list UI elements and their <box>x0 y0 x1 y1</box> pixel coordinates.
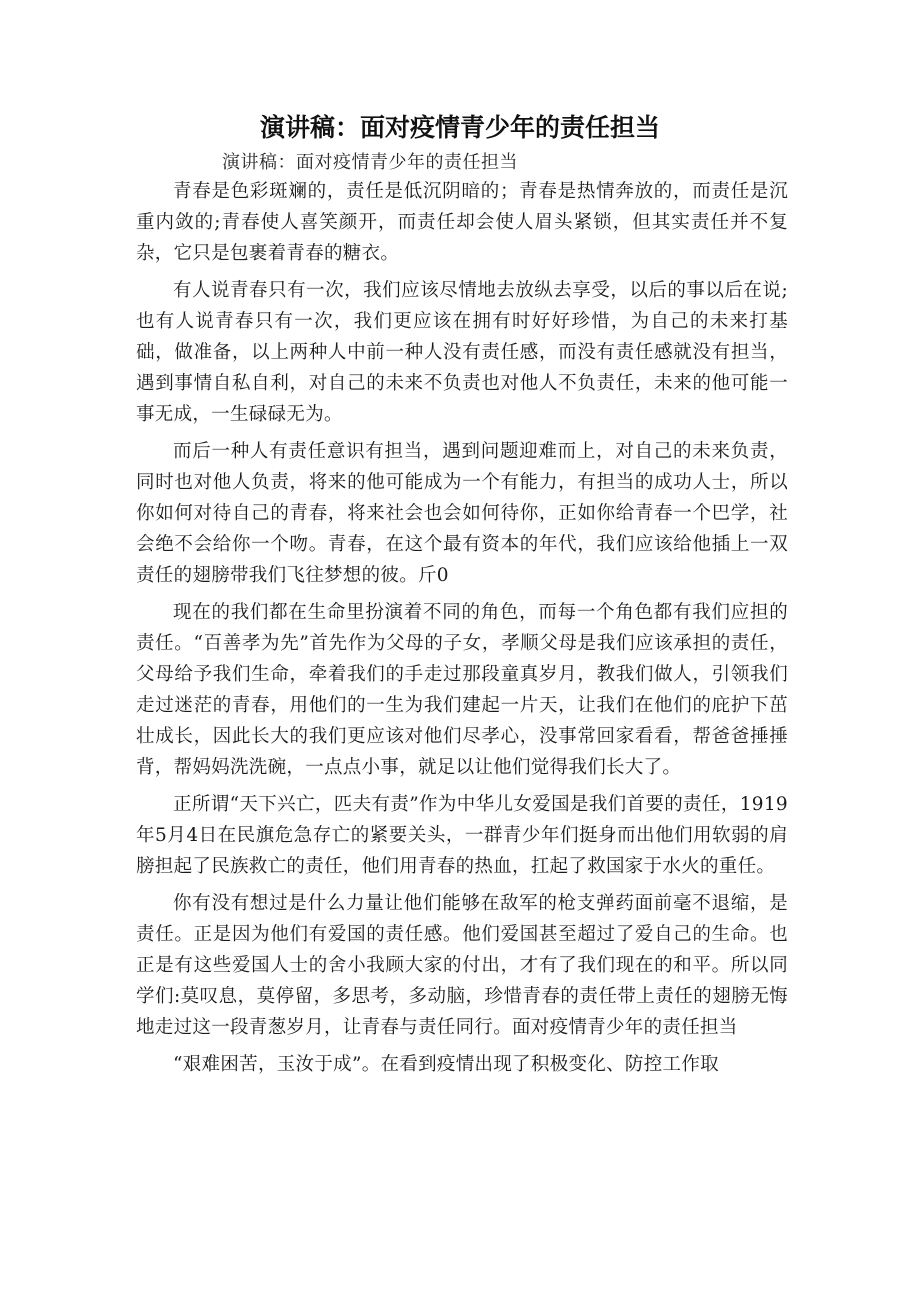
document-title: 演讲稿：面对疫情青少年的责任担当 <box>259 113 660 142</box>
document-subtitle: 演讲稿：面对疫情青少年的责任担当 <box>222 152 518 173</box>
paragraph-6: 你有没有想过是什么力量让他们能够在敌军的枪支弹药面前毫不退缩，是责任。正是因为他们有爱国的责任感。他们爱国甚至超过了爱自己的生命。也正是有这些爱国人士的舍小我顾大家的付出，才有了我们现在的和平。所以同学们:莫叹息，莫停留，多思考，多动脑，珍惜青春的责任带上责任的翅膀无悔地走过这一段青葱岁月，让青春与责任同行。面对疫情青少年的责任担当 <box>136 893 788 1038</box>
paragraph-5: 正所谓“天下兴亡，匹夫有责”作为中华儿女爱国是我们首要的责任，1919年5月4日在民旗危急存亡的紧要关头，一群青少年们挺身而出他们用软弱的肩膀担起了民族救亡的责任，他们用青春的热血，扛起了救国家于水火的重任。 <box>136 794 788 877</box>
paragraph-2: 有人说青春只有一次，我们应该尽情地去放纵去享受，以后的事以后在说;也有人说青春只有一次，我们更应该在拥有时好好珍惜，为自己的未来打基础，做准备，以上两种人中前一种人没有责任感，而没有责任感就没有担当，遇到事情自私自利，对自己的未来不负责也对他人不负责任，未来的他可能一事无成，一生碌碌无为。 <box>136 280 788 425</box>
paragraph-1: 青春是色彩斑斓的，责任是低沉阴暗的；青春是热情奔放的，而责任是沉重内敛的;青春使人喜笑颜开，而责任却会使人眉头紧锁，但其实责任并不复杂，它只是包裹着青春的糖衣。 <box>136 181 788 264</box>
paragraph-7: “艰难困苦，玉汝于成”。在看到疫情出现了积极变化、防控工作取 <box>173 1054 719 1075</box>
document-body <box>136 176 788 1086</box>
paragraph-3: 而后一种人有责任意识有担当，遇到问题迎难而上，对自己的未来负责，同时也对他人负责，将来的他可能成为一个有能力，有担当的成功人士，所以你如何对待自己的青春，将来社会也会如何待你，正如你给青春一个巴学，社会绝不会给你一个吻。青春，在这个最有资本的年代，我们应该给他插上一双责任的翅膀带我们飞往梦想的彼。斤0 <box>136 441 788 586</box>
paragraph-4: 现在的我们都在生命里扮演着不同的角色，而每一个角色都有我们应担的责任。“百善孝为先”首先作为父母的子女，孝顺父母是我们应该承担的责任，父母给予我们生命，牵着我们的手走过那段童真岁月，教我们做人，引领我们走过迷茫的青春，用他们的一生为我们建起一片天，让我们在他们的庇护下茁壮成长，因此长大的我们更应该对他们尽孝心，没事常回家看看，帮爸爸捶捶背，帮妈妈洗洗碗，一点点小事，就足以让他们觉得我们长大了。 <box>136 602 788 778</box>
